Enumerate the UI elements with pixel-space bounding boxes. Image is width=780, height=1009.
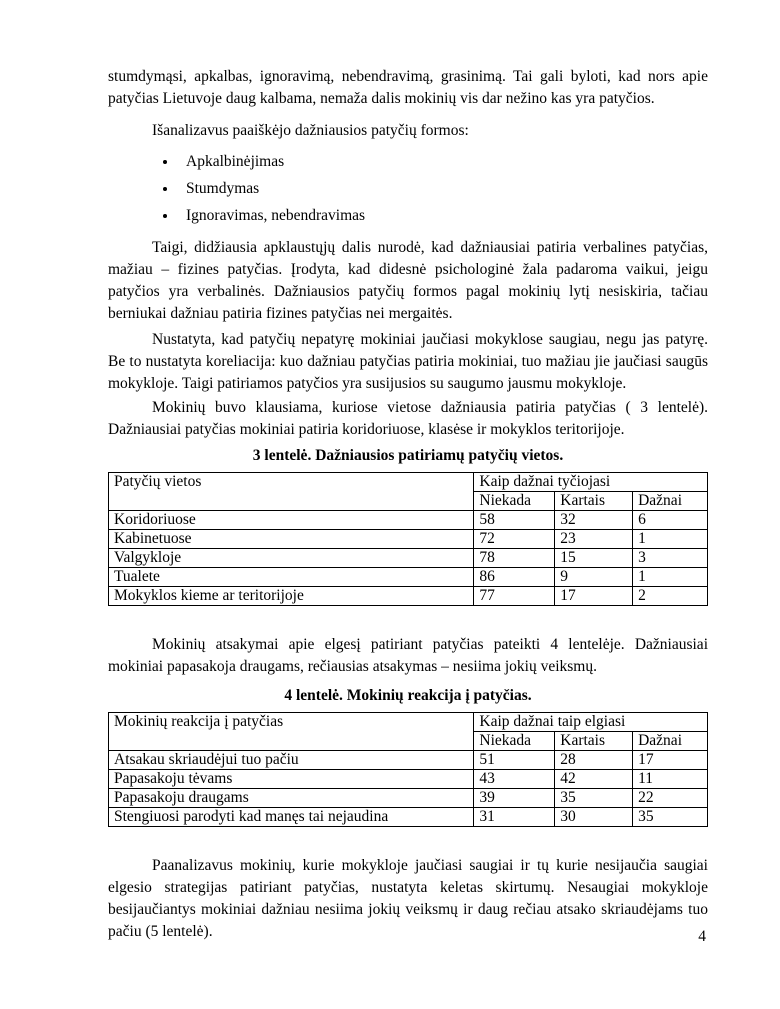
table3-subheader-niekada: Niekada (474, 492, 555, 511)
cell-value: 77 (474, 587, 555, 606)
table-row (109, 789, 708, 808)
cell-value: 72 (474, 530, 555, 549)
bullet-list-forms (108, 148, 708, 229)
cell-value: 32 (555, 511, 633, 530)
row-label: Papasakoju draugams (109, 789, 474, 808)
table-row (109, 770, 708, 789)
body-paragraph-locations-lead: Mokinių buvo klausiama, kuriose vietose dažniausia patiria patyčias ( 3 lentelė). Dažniausiai patyčias mokiniai patiria koridoriuose, klasėse ir mokyklos teritorijoje. (108, 399, 708, 438)
bullet-item: • Ignoravimas, nebendravimas (178, 202, 708, 229)
cell-value: 39 (474, 789, 555, 808)
table3-group-header: Kaip dažnai tyčiojasi (474, 473, 708, 492)
table4-caption: 4 lentelė. Mokinių reakcija į patyčias. (284, 687, 532, 704)
row-label: Kabinetuose (109, 530, 474, 549)
table-row (109, 568, 708, 587)
table-row (109, 530, 708, 549)
cell-value: 35 (633, 808, 708, 827)
bullying-locations-table (108, 472, 708, 606)
table-header-row (109, 473, 708, 492)
bullet-item: • Stumdymas (178, 175, 708, 202)
cell-value: 1 (633, 568, 708, 587)
table4-subheader-kartais: Kartais (555, 732, 633, 751)
page-number: 4 (698, 928, 706, 945)
cell-value: 51 (474, 751, 555, 770)
table3-caption: 3 lentelė. Dažniausios patiriamų patyčių vietos. (252, 447, 564, 464)
cell-value: 3 (633, 549, 708, 568)
cell-value: 15 (555, 549, 633, 568)
row-label: Tualete (109, 568, 474, 587)
cell-value: 1 (633, 530, 708, 549)
cell-value: 28 (555, 751, 633, 770)
table3-col1-header: Patyčių vietos (109, 473, 474, 511)
cell-value: 31 (474, 808, 555, 827)
table-row (109, 751, 708, 770)
cell-value: 30 (555, 808, 633, 827)
row-label: Koridoriuose (109, 511, 474, 530)
row-label: Papasakoju tėvams (109, 770, 474, 789)
cell-value: 11 (633, 770, 708, 789)
reaction-to-bullying-table (108, 712, 708, 827)
body-paragraph-safety-correlation: Nustatyta, kad patyčių nepatyrę mokiniai jaučiasi mokyklose saugiau, negu jas patyrę. Be to nustatyta koreliacija: kuo dažniau patyčias patiria mokiniai, tuo mažiau jie jaučiasi saugūs mokykloje. Taigi patiriamos patyčios yra susijusios su saugumo jausmu mokykloje. (108, 331, 708, 392)
cell-value: 58 (474, 511, 555, 530)
cell-value: 2 (633, 587, 708, 606)
body-paragraph-conclusion: Paanalizavus mokinių, kurie mokykloje jaučiasi saugiai ir tų kurie nesijaučia saugiai elgesio strategijas patiriant patyčias, nustatyta keletas skirtumų. Nesaugiai mokykloje besijaučiantys mokiniai dažniau nesiima jokių veiksmų ir daug rečiau atsako skriaudėjams tuo pačiu (5 lentelė). (108, 857, 708, 940)
cell-value: 23 (555, 530, 633, 549)
row-label: Stengiuosi parodyti kad manęs tai nejaudina (109, 808, 474, 827)
table-header-row (109, 713, 708, 732)
table3-subheader-daznai: Dažnai (633, 492, 708, 511)
cell-value: 17 (555, 587, 633, 606)
cell-value: 42 (555, 770, 633, 789)
body-paragraph-verbal-physical: Taigi, didžiausia apklaustųjų dalis nurodė, kad dažniausiai patiria verbalines patyčias, mažiau – fizines patyčias. Įrodyta, kad didesnė psichologinė žala padaroma vaikui, jeigu patyčios yra verbalinės. Dažniausios patyčių formos pagal mokinių lytį nesiskiria, tačiau berniukai dažniau patiria fizines patyčias nei mergaitės. (108, 239, 708, 322)
table-row (109, 587, 708, 606)
cell-value: 9 (555, 568, 633, 587)
table4-subheader-daznai: Dažnai (633, 732, 708, 751)
table4-subheader-niekada: Niekada (474, 732, 555, 751)
cell-value: 78 (474, 549, 555, 568)
bullet-item: • Apkalbinėjimas (178, 148, 708, 175)
body-paragraph-intro: stumdymąsi, apkalbas, ignoravimą, nebendravimą, grasinimą. Tai gali byloti, kad nors apie patyčias Lietuvoje daug kalbama, nemaža dalis mokinių vis dar nežino kas yra patyčios. (108, 68, 708, 107)
table-row (109, 511, 708, 530)
table4-group-header: Kaip dažnai taip elgiasi (474, 713, 708, 732)
table3-subheader-kartais: Kartais (555, 492, 633, 511)
cell-value: 35 (555, 789, 633, 808)
cell-value: 86 (474, 568, 555, 587)
cell-value: 6 (633, 511, 708, 530)
cell-value: 17 (633, 751, 708, 770)
table-row (109, 808, 708, 827)
row-label: Atsakau skriaudėjui tuo pačiu (109, 751, 474, 770)
cell-value: 43 (474, 770, 555, 789)
table-row (109, 549, 708, 568)
body-paragraph-reactions-lead: Mokinių atsakymai apie elgesį patiriant patyčias pateikti 4 lentelėje. Dažniausiai mokiniai papasakoja draugams, rečiausias atsakymas – nesiima jokių veiksmų. (108, 636, 708, 675)
table4-col1-header: Mokinių reakcija į patyčias (109, 713, 474, 751)
row-label: Mokyklos kieme ar teritorijoje (109, 587, 474, 606)
body-paragraph-forms-lead: Išanalizavus paaiškėjo dažniausios patyčių formos: (152, 122, 469, 139)
cell-value: 22 (633, 789, 708, 808)
row-label: Valgykloje (109, 549, 474, 568)
